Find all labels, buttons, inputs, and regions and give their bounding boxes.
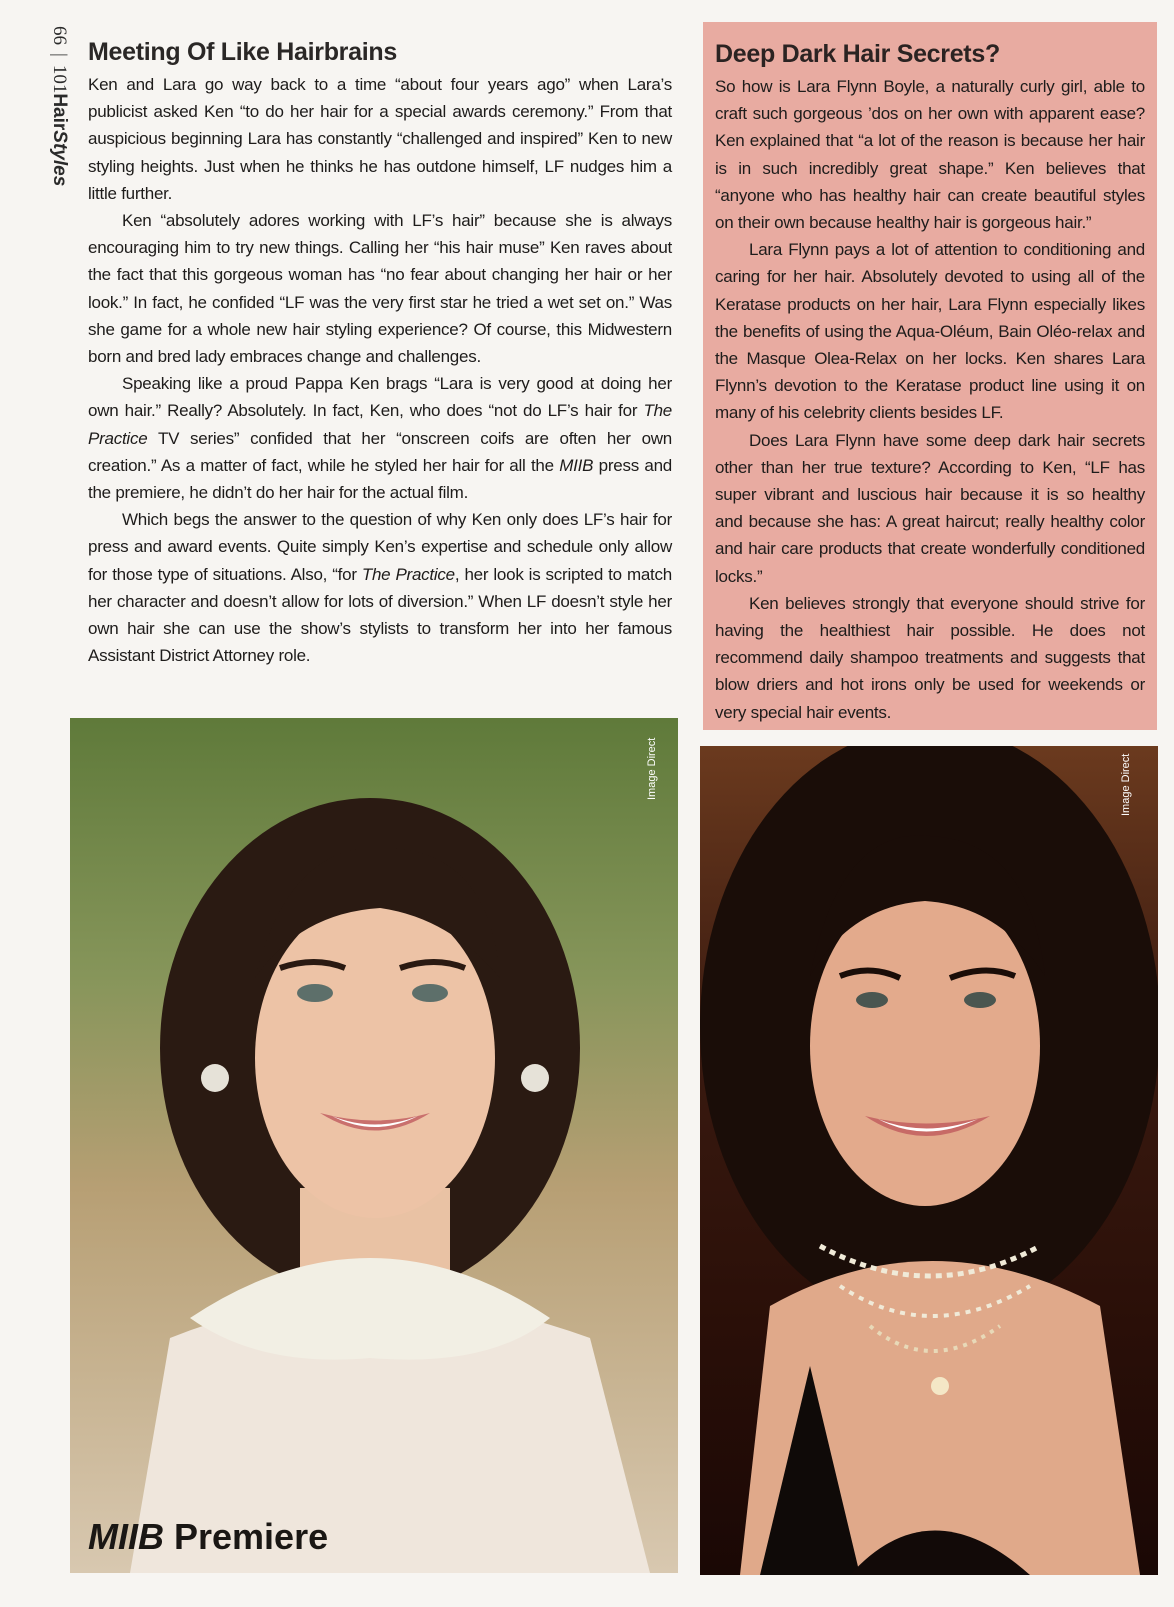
sidebar-paragraph-1: So how is Lara Flynn Boyle, a naturally curly girl, able to craft such gorgeous ’dos on her own with apparent ease? Ken explained that “a lot of the reason is because her hair is in such incredibly great shape.” Ken believes that “anyone who has healthy hair can create beautiful styles on their own because healthy hair is gorgeous hair.”: [715, 77, 1145, 233]
sidebar-paragraph-2: Lara Flynn pays a lot of attention to conditioning and caring for her hair. Absolutely devoted to using all of the Keratase products on her hair, Lara Flynn especially likes the benefits of using the Aqua-Oléum, Bain Oléo-relax and the Masque Olea-Relax on her locks. Ken shares Lara Flynn’s devotion to the Keratase product line using it on many of his celebrity clients besides LF.: [715, 240, 1145, 423]
main-article-paragraph-3: [88, 370, 672, 506]
main-article: [88, 38, 672, 669]
premiere-photo-illustration: [70, 718, 678, 1573]
p3-text-c: press and the premiere, he didn’t do her hair for the actual film.: [88, 455, 672, 503]
publication-title-styles: Styles: [49, 130, 70, 187]
curly-hair-photo-illustration: [700, 746, 1158, 1575]
main-article-paragraph-4: [88, 506, 672, 669]
main-article-paragraph-1: Ken and Lara go way back to a time “about four years ago” when Lara’s publicist asked Ken “to do her hair for a special awards ceremony.” From that auspicious beginning Lara has constantly “challenged and inspired” Ken to new styling heights. Just when he thinks he has outdone himself, LF nudges him a little further.: [88, 75, 672, 203]
sidebar-headline: Deep Dark Hair Secrets?: [715, 40, 1000, 68]
publication-title: [49, 93, 70, 186]
p3-text-b: TV series” confided that her “onscreen coifs are often her own creation.” As a matter of fact, while he styled her hair for all the: [88, 428, 672, 475]
caption-film-title: MIIB: [88, 1516, 164, 1557]
caption-text: Premiere: [164, 1516, 329, 1557]
photo-caption: [88, 1516, 328, 1558]
main-article-body: [88, 71, 672, 669]
publication-title-hair: Hair: [49, 93, 70, 131]
photo-credit-left: Image Direct: [646, 737, 658, 800]
sidebar-paragraph-4: Ken believes strongly that everyone should strive for having the healthiest hair possible. He does not recommend daily shampoo treatments and suggests that blow driers and hot irons only be used for weekends or very special hair events.: [715, 593, 1145, 722]
film-title: MIIB: [559, 455, 594, 475]
premiere-photo: [70, 718, 678, 1573]
show-title: The Practice: [88, 401, 672, 448]
sidebar-body: [715, 73, 1145, 726]
publication-number: 101: [49, 64, 70, 94]
photo-credit-right: Image Direct: [1120, 753, 1132, 816]
curly-hair-photo: [700, 746, 1158, 1575]
main-article-paragraph-2: Ken “absolutely adores working with LF’s hair” because she is always encouraging him to try new things. Calling her “his hair muse” Ken raves about the fact that this gorgeous woman has “no fear about changing her hair or her look.” In fact, he confided “LF was the very first star he tried a wet set on.” Was she game for a whole new hair styling experience? Of course, this Midwestern born and bred lady embraces change and challenges.: [88, 211, 672, 367]
folio-separator: |: [49, 53, 70, 57]
p4-text-b: , her look is scripted to match her character and doesn’t allow for lots of diversion.” When LF doesn’t style her own hair she can use the show’s stylists to transform her into her famous Assistant District Attorney role.: [88, 564, 672, 666]
main-article-headline: Meeting Of Like Hairbrains: [88, 38, 397, 66]
page-folio: [30, 26, 70, 226]
p4-text-a: Which begs the answer to the question of why Ken only does LF’s hair for press and award events. Quite simply Ken’s expertise and schedule only allow for those type of situations. Also, “for: [88, 510, 672, 584]
p3-text-a: Speaking like a proud Pappa Ken brags “Lara is very good at doing her own hair.” Really? Absolutely. In fact, Ken, who does “not do LF’s hair for: [88, 374, 672, 421]
sidebar-paragraph-3: Does Lara Flynn have some deep dark hair secrets other than her true texture? According to Ken, “LF has super vibrant and luscious hair because it is so healthy and because she has: A great haircut; really healthy color and hair care products that create wonderfully conditioned locks.”: [715, 430, 1145, 586]
sidebar-box: [703, 22, 1157, 730]
show-title: The Practice: [361, 564, 455, 584]
page-number: 66: [49, 26, 70, 45]
